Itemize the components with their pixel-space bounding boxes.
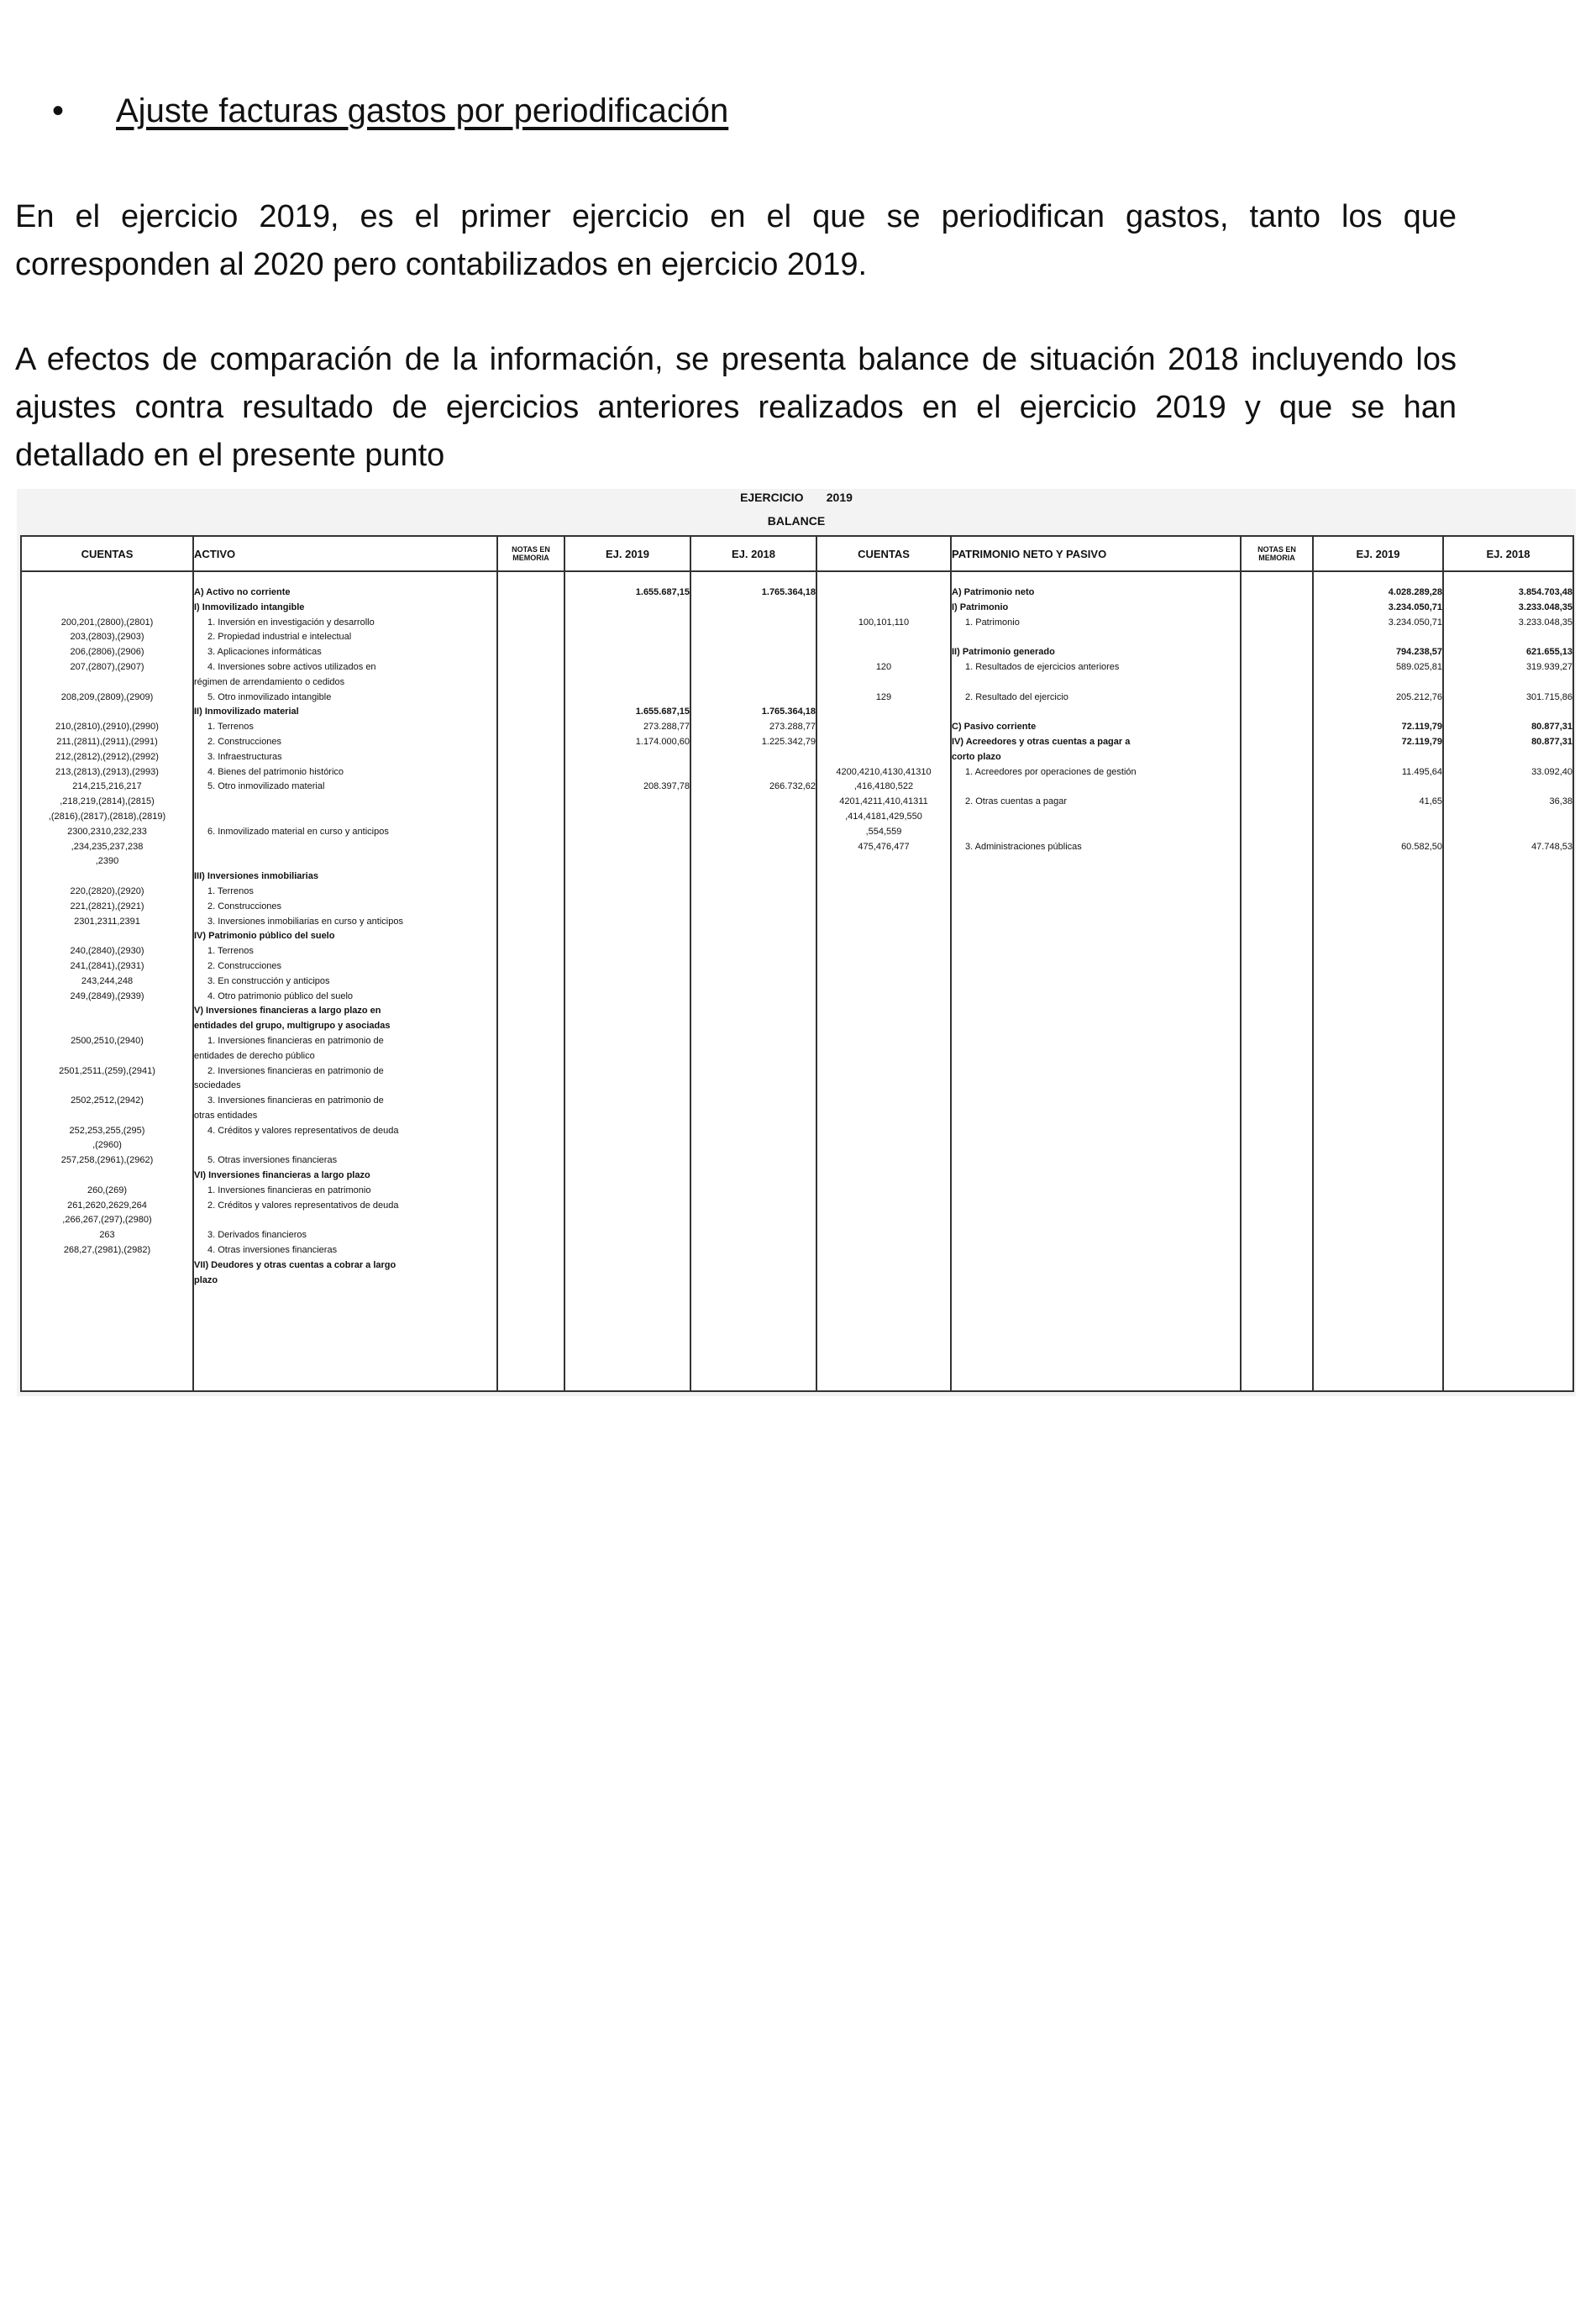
ej2018-cell bbox=[691, 1094, 816, 1109]
ej2019-cell bbox=[565, 1079, 690, 1094]
patrimonio-cell bbox=[952, 825, 1240, 840]
cuentas-cell: 220,(2820),(2920) bbox=[70, 885, 144, 896]
ej2019-cell bbox=[565, 1228, 690, 1243]
ej2018-column bbox=[690, 571, 816, 1391]
cuentas-cell bbox=[22, 586, 192, 601]
cuentas-cell: 249,(2849),(2939) bbox=[70, 990, 144, 1001]
ej2018-2-cell: 3.233.048,35 bbox=[1518, 602, 1572, 612]
activo-cell: plazo bbox=[194, 1274, 218, 1285]
ej2019-cell bbox=[565, 1274, 690, 1289]
cuentas-cell: 203,(2803),(2903) bbox=[70, 632, 144, 643]
balance-table bbox=[20, 535, 1574, 1392]
ej2019-2-cell bbox=[1314, 675, 1442, 691]
cuentas-cell: ,266,267,(297),(2980) bbox=[62, 1215, 152, 1226]
ej2019-cell bbox=[565, 1258, 690, 1274]
ej2018-cell bbox=[691, 840, 816, 855]
activo-cell: 3. En construcción y anticipos bbox=[207, 975, 330, 986]
ej2019-cell bbox=[565, 616, 690, 631]
ej2018-cell bbox=[691, 630, 816, 645]
ej2018-cell bbox=[691, 1274, 816, 1289]
ej2018-2-cell: 36,38 bbox=[1549, 796, 1572, 807]
ej2018-cell bbox=[691, 1049, 816, 1064]
cuentas-2-cell: 129 bbox=[875, 691, 892, 702]
ej2018-cell bbox=[691, 660, 816, 675]
ej2018-2-cell: 301.715,86 bbox=[1525, 691, 1572, 702]
ej2019-cell bbox=[565, 1019, 690, 1034]
cuentas-cell: 263 bbox=[99, 1230, 115, 1241]
ej2019-cell bbox=[565, 765, 690, 780]
ej2019-cell bbox=[565, 959, 690, 975]
cuentas-2-cell: 120 bbox=[875, 661, 892, 672]
cuentas-2-cell: 100,101,110 bbox=[858, 617, 910, 628]
activo-cell: 1. Inversión en investigación y desarrollo bbox=[207, 617, 375, 628]
ej2018-cell bbox=[691, 1228, 816, 1243]
ej2018-2-column bbox=[1443, 571, 1573, 1391]
cuentas-cell: ,2390 bbox=[95, 856, 119, 867]
cuentas-cell: 206,(2806),(2906) bbox=[70, 647, 144, 658]
ej2019-2-cell bbox=[1314, 825, 1442, 840]
col-notas-2: NOTAS EN MEMORIA bbox=[1241, 536, 1313, 571]
ej2019-2-cell: 3.234.050,71 bbox=[1388, 617, 1442, 628]
cuentas-2-cell: 4200,4210,4130,41310 bbox=[836, 766, 932, 777]
ej2018-cell bbox=[691, 885, 816, 900]
activo-cell: 1. Inversiones financieras en patrimonio bbox=[207, 1185, 371, 1195]
ej2018-cell bbox=[691, 975, 816, 990]
ej2019-2-cell: 589.025,81 bbox=[1395, 661, 1442, 672]
ejercicio-year: 2019 bbox=[826, 491, 853, 504]
ej2019-cell bbox=[565, 825, 690, 840]
bullet-icon: • bbox=[52, 92, 65, 129]
col-ej2019: EJ. 2019 bbox=[564, 536, 690, 571]
notas-column bbox=[497, 571, 564, 1391]
activo-cell: 5. Otras inversiones financieras bbox=[207, 1155, 338, 1166]
cuentas-cell bbox=[22, 1004, 192, 1019]
ej2019-cell bbox=[565, 1169, 690, 1184]
col-cuentas-2: CUENTAS bbox=[816, 536, 951, 571]
activo-cell bbox=[194, 1213, 496, 1228]
ej2018-cell bbox=[691, 1199, 816, 1214]
cuentas-2-cell: ,414,4181,429,550 bbox=[845, 811, 922, 822]
ej2019-2-cell: 4.028.289,28 bbox=[1388, 587, 1442, 597]
ej2018-2-cell bbox=[1444, 750, 1572, 765]
section-title: Ajuste facturas gastos por periodificación bbox=[116, 92, 729, 129]
activo-cell: VI) Inversiones financieras a largo plazo bbox=[194, 1170, 370, 1181]
ej2018-2-cell: 80.877,31 bbox=[1531, 736, 1572, 747]
ej2018-2-cell bbox=[1444, 810, 1572, 825]
ej2018-cell bbox=[691, 691, 816, 706]
cuentas-2-cell: ,416,4180,522 bbox=[853, 781, 914, 792]
patrimonio-cell: 1. Resultados de ejercicios anteriores bbox=[965, 661, 1120, 672]
ej2019-cell bbox=[565, 885, 690, 900]
ej2019-cell bbox=[565, 630, 690, 645]
patrimonio-cell: C) Pasivo corriente bbox=[952, 722, 1037, 733]
activo-cell: V) Inversiones financieras a largo plazo en bbox=[194, 1006, 381, 1017]
ej2018-2-cell: 319.939,27 bbox=[1525, 661, 1572, 672]
cuentas-cell: 211,(2811),(2911),(2991) bbox=[56, 736, 158, 747]
cuentas-cell: 260,(269) bbox=[87, 1185, 128, 1195]
cuentas-cell: 214,215,216,217 bbox=[72, 781, 142, 792]
ej2019-2-cell bbox=[1314, 780, 1442, 795]
cuentas-cell bbox=[22, 1274, 192, 1289]
ej2019-cell bbox=[565, 1034, 690, 1049]
paragraph-intro: En el ejercicio 2019, es el primer ejercicio en el que se periodifican gastos, tanto los que corresponden al 2020 pero contabilizados en ejercicio 2019. bbox=[15, 199, 1457, 282]
ej2018-cell bbox=[691, 1243, 816, 1258]
cuentas-cell bbox=[22, 1079, 192, 1094]
ej2018-cell bbox=[691, 915, 816, 930]
activo-cell: régimen de arrendamiento o cedidos bbox=[194, 676, 345, 687]
ej2018-cell bbox=[691, 1169, 816, 1184]
ej2018-cell bbox=[691, 990, 816, 1005]
activo-cell: 4. Otro patrimonio público del suelo bbox=[207, 990, 354, 1001]
cuentas-column bbox=[21, 571, 193, 1391]
ej2018-cell bbox=[691, 616, 816, 631]
patrimonio-column bbox=[951, 571, 1241, 1391]
balance-title: BALANCE bbox=[767, 514, 826, 528]
cuentas-cell: 261,2620,2629,264 bbox=[67, 1200, 147, 1211]
cuentas-cell: 243,244,248 bbox=[81, 975, 134, 986]
ej2019-cell bbox=[565, 1153, 690, 1169]
patrimonio-cell: A) Patrimonio neto bbox=[952, 587, 1035, 597]
ej2019-2-cell: 794.238,57 bbox=[1395, 647, 1442, 658]
ej2019-cell: 1.655.687,15 bbox=[635, 587, 690, 597]
ej2018-2-cell bbox=[1444, 675, 1572, 691]
cuentas-cell bbox=[22, 1169, 192, 1184]
cuentas-cell: 210,(2810),(2910),(2990) bbox=[55, 722, 159, 733]
cuentas-cell: 257,258,(2961),(2962) bbox=[60, 1155, 154, 1166]
cuentas-cell: 212,(2812),(2912),(2992) bbox=[55, 751, 159, 762]
activo-cell: III) Inversiones inmobiliarias bbox=[194, 871, 318, 882]
ej2018-cell bbox=[691, 795, 816, 810]
ej2018-cell bbox=[691, 1184, 816, 1199]
ej2018-cell bbox=[691, 1064, 816, 1080]
ej2019-2-cell: 41,65 bbox=[1419, 796, 1442, 807]
ej2019-cell bbox=[565, 601, 690, 616]
ej2018-cell bbox=[691, 601, 816, 616]
ej2019-2-cell: 3.234.050,71 bbox=[1388, 602, 1442, 612]
ej2019-cell bbox=[565, 645, 690, 660]
ej2019-cell bbox=[565, 810, 690, 825]
activo-cell: 5. Otro inmovilizado intangible bbox=[207, 691, 332, 702]
activo-cell: 1. Terrenos bbox=[207, 722, 254, 733]
ej2018-2-cell: 47.748,53 bbox=[1531, 841, 1572, 852]
cuentas-cell: 208,209,(2809),(2909) bbox=[60, 691, 154, 702]
cuentas-cell bbox=[22, 601, 192, 616]
cuentas-2-cell bbox=[817, 705, 950, 720]
ej2019-cell bbox=[565, 854, 690, 869]
cuentas-cell: ,234,235,237,238 bbox=[71, 841, 144, 852]
patrimonio-cell: 2. Otras cuentas a pagar bbox=[965, 796, 1068, 807]
ej2018-2-cell bbox=[1444, 780, 1572, 795]
ej2019-cell bbox=[565, 944, 690, 959]
cuentas-cell bbox=[22, 705, 192, 720]
activo-column bbox=[193, 571, 497, 1391]
cuentas-2-cell bbox=[817, 720, 950, 735]
ej2018-cell bbox=[691, 1138, 816, 1153]
ej2018-2-cell bbox=[1444, 630, 1572, 645]
patrimonio-cell: 2. Resultado del ejercicio bbox=[965, 691, 1068, 702]
ej2018-cell bbox=[691, 1213, 816, 1228]
activo-cell: 2. Construcciones bbox=[207, 736, 282, 747]
ej2019-cell bbox=[565, 795, 690, 810]
activo-cell: 3. Inversiones financieras en patrimonio de bbox=[207, 1095, 384, 1106]
ej2019-2-cell bbox=[1314, 705, 1442, 720]
ej2019-cell bbox=[565, 1213, 690, 1228]
ej2018-cell: 1.765.364,18 bbox=[761, 587, 816, 597]
activo-cell: sociedades bbox=[194, 1080, 241, 1091]
activo-cell: entidades de derecho público bbox=[194, 1050, 315, 1061]
ej2018-2-cell: 80.877,31 bbox=[1531, 722, 1572, 733]
ej2019-cell: 1.174.000,60 bbox=[635, 736, 690, 747]
cuentas-cell: 2502,2512,(2942) bbox=[71, 1095, 144, 1106]
cuentas-2-cell bbox=[817, 601, 950, 616]
patrimonio-cell bbox=[952, 630, 1240, 645]
ej2018-cell bbox=[691, 750, 816, 765]
balance-sheet bbox=[17, 489, 1576, 1396]
activo-cell bbox=[194, 854, 496, 869]
activo-cell: 4. Otras inversiones financieras bbox=[207, 1245, 338, 1256]
ej2019-cell bbox=[565, 840, 690, 855]
ej2018-cell: 1.765.364,18 bbox=[761, 707, 816, 717]
cuentas-cell: ,(2816),(2817),(2818),(2819) bbox=[48, 811, 166, 822]
activo-cell: 4. Bienes del patrimonio histórico bbox=[207, 766, 344, 777]
cuentas-cell bbox=[22, 675, 192, 691]
ej2019-cell bbox=[565, 929, 690, 944]
patrimonio-cell: 3. Administraciones públicas bbox=[965, 841, 1082, 852]
ej2019-2-cell: 72.119,79 bbox=[1401, 722, 1442, 733]
patrimonio-cell: II) Patrimonio generado bbox=[952, 647, 1055, 658]
ej2018-cell bbox=[691, 1034, 816, 1049]
activo-cell: 4. Inversiones sobre activos utilizados en bbox=[207, 661, 376, 672]
cuentas-cell: 2500,2510,(2940) bbox=[71, 1035, 144, 1046]
ej2018-cell bbox=[691, 1019, 816, 1034]
ej2018-cell bbox=[691, 1109, 816, 1124]
ej2018-cell: 1.225.342,79 bbox=[761, 736, 816, 747]
ej2019-2-cell bbox=[1314, 810, 1442, 825]
col-cuentas: CUENTAS bbox=[21, 536, 193, 571]
activo-cell: 5. Otro inmovilizado material bbox=[207, 781, 325, 792]
cuentas-2-cell bbox=[817, 645, 950, 660]
cuentas-2-cell bbox=[817, 586, 950, 601]
cuentas-cell: ,218,219,(2814),(2815) bbox=[60, 796, 155, 807]
activo-cell bbox=[194, 1138, 496, 1153]
ej2018-2-cell bbox=[1444, 825, 1572, 840]
ej2019-cell bbox=[565, 990, 690, 1005]
patrimonio-cell bbox=[952, 675, 1240, 691]
activo-cell: 2. Inversiones financieras en patrimonio de bbox=[207, 1065, 384, 1076]
ej2019-2-cell: 60.582,50 bbox=[1401, 841, 1442, 852]
cuentas-cell: 221,(2821),(2921) bbox=[70, 901, 144, 911]
cuentas-cell bbox=[22, 1049, 192, 1064]
cuentas-2-cell: 475,476,477 bbox=[858, 841, 910, 852]
col-ej2019-2: EJ. 2019 bbox=[1313, 536, 1443, 571]
cuentas-cell: 268,27,(2981),(2982) bbox=[63, 1245, 151, 1256]
ej2018-cell bbox=[691, 1124, 816, 1139]
cuentas-cell: 207,(2807),(2907) bbox=[70, 661, 144, 672]
cuentas-cell: 241,(2841),(2931) bbox=[70, 960, 144, 971]
ej2019-cell bbox=[565, 1049, 690, 1064]
ej2019-2-cell bbox=[1314, 750, 1442, 765]
ejercicio-label: EJERCICIO bbox=[740, 491, 804, 504]
cuentas-2-cell: ,554,559 bbox=[865, 826, 902, 837]
cuentas-2-column bbox=[816, 571, 951, 1391]
ej2019-cell bbox=[565, 1064, 690, 1080]
cuentas-cell bbox=[22, 1019, 192, 1034]
ej2019-2-cell bbox=[1314, 630, 1442, 645]
ej2019-cell: 208.397,78 bbox=[643, 781, 690, 792]
ej2019-cell bbox=[565, 1094, 690, 1109]
ej2019-cell bbox=[565, 1124, 690, 1139]
col-ej2018: EJ. 2018 bbox=[690, 536, 816, 571]
ej2018-cell bbox=[691, 854, 816, 869]
activo-cell: 3. Derivados financieros bbox=[207, 1230, 307, 1241]
col-ej2018-2: EJ. 2018 bbox=[1443, 536, 1573, 571]
ej2019-2-cell: 72.119,79 bbox=[1401, 736, 1442, 747]
ej2018-2-cell bbox=[1444, 705, 1572, 720]
paragraph-comparison: A efectos de comparación de la información, se presenta balance de situación 2018 incluyendo los ajustes contra resultado de ejercicios anteriores realizados en el ejercicio 2019 y que se han detallado en el presente punto bbox=[15, 342, 1457, 473]
ej2019-cell bbox=[565, 660, 690, 675]
activo-cell: 1. Inversiones financieras en patrimonio de bbox=[207, 1035, 384, 1046]
cuentas-cell: 213,(2813),(2913),(2993) bbox=[55, 766, 159, 777]
table-header-row bbox=[21, 536, 1573, 571]
ej2019-cell bbox=[565, 1243, 690, 1258]
ej2019-cell bbox=[565, 1199, 690, 1214]
patrimonio-cell: 1. Patrimonio bbox=[965, 617, 1020, 628]
activo-cell: VII) Deudores y otras cuentas a cobrar a largo bbox=[194, 1259, 396, 1270]
activo-cell: 2. Propiedad industrial e intelectual bbox=[207, 632, 352, 643]
ej2018-cell bbox=[691, 825, 816, 840]
cuentas-cell: 240,(2840),(2930) bbox=[70, 946, 144, 957]
activo-cell: 2. Construcciones bbox=[207, 901, 282, 911]
ej2018-cell bbox=[691, 944, 816, 959]
activo-cell: I) Inmovilizado intangible bbox=[194, 602, 305, 612]
table-body-row bbox=[21, 571, 1573, 1391]
ej2019-cell: 1.655.687,15 bbox=[635, 707, 690, 717]
ej2018-cell: 266.732,62 bbox=[769, 781, 816, 792]
cuentas-2-cell bbox=[817, 750, 950, 765]
ej2018-2-cell: 33.092,40 bbox=[1531, 766, 1572, 777]
activo-cell bbox=[194, 810, 496, 825]
activo-cell bbox=[194, 840, 496, 855]
ej2019-2-cell: 205.212,76 bbox=[1395, 691, 1442, 702]
cuentas-2-cell bbox=[817, 630, 950, 645]
patrimonio-cell: 1. Acreedores por operaciones de gestión bbox=[965, 766, 1137, 777]
cuentas-2-cell: 4201,4211,410,41311 bbox=[839, 796, 928, 807]
ej2018-2-cell: 3.854.703,48 bbox=[1518, 587, 1572, 597]
cuentas-2-cell bbox=[817, 675, 950, 691]
cuentas-cell: 2501,2511,(259),(2941) bbox=[59, 1065, 155, 1076]
cuentas-2-cell bbox=[817, 735, 950, 750]
ej2019-2-column bbox=[1313, 571, 1443, 1391]
patrimonio-cell: I) Patrimonio bbox=[952, 602, 1009, 612]
ej2018-cell bbox=[691, 675, 816, 691]
cuentas-cell bbox=[22, 929, 192, 944]
ej2019-cell bbox=[565, 869, 690, 885]
activo-cell: entidades del grupo, multigrupo y asociadas bbox=[194, 1021, 391, 1032]
cuentas-cell: 252,253,255,(295) bbox=[69, 1125, 145, 1136]
activo-cell: 1. Terrenos bbox=[207, 885, 254, 896]
ej2019-cell: 273.288,77 bbox=[643, 722, 690, 733]
ej2019-cell bbox=[565, 675, 690, 691]
ej2019-cell bbox=[565, 975, 690, 990]
ej2018-cell bbox=[691, 869, 816, 885]
activo-cell: IV) Patrimonio público del suelo bbox=[194, 931, 335, 942]
cuentas-cell: 2301,2311,2391 bbox=[74, 916, 140, 927]
ejercicio-header bbox=[17, 491, 1576, 504]
activo-cell: A) Activo no corriente bbox=[194, 587, 291, 597]
ej2018-cell bbox=[691, 900, 816, 915]
ej2019-2-cell: 11.495,64 bbox=[1401, 766, 1442, 777]
activo-cell: II) Inmovilizado material bbox=[194, 707, 299, 717]
activo-cell: 1. Terrenos bbox=[207, 946, 254, 957]
patrimonio-cell: IV) Acreedores y otras cuentas a pagar a bbox=[952, 736, 1131, 747]
cuentas-cell bbox=[22, 869, 192, 885]
cuentas-cell bbox=[22, 1109, 192, 1124]
ej2018-cell bbox=[691, 959, 816, 975]
ej2019-cell bbox=[565, 1138, 690, 1153]
activo-cell: 2. Construcciones bbox=[207, 960, 282, 971]
ej2019-column bbox=[564, 571, 690, 1391]
activo-cell: 3. Inversiones inmobiliarias en curso y anticipos bbox=[207, 916, 403, 927]
cuentas-cell: 2300,2310,232,233 bbox=[67, 826, 147, 837]
patrimonio-cell bbox=[952, 705, 1240, 720]
activo-cell: otras entidades bbox=[194, 1110, 258, 1121]
cuentas-cell bbox=[22, 1258, 192, 1274]
ej2018-cell: 273.288,77 bbox=[769, 722, 816, 733]
ej2018-cell bbox=[691, 1079, 816, 1094]
col-notas: NOTAS EN MEMORIA bbox=[497, 536, 564, 571]
ej2018-cell bbox=[691, 1004, 816, 1019]
ej2018-2-cell: 3.233.048,35 bbox=[1518, 617, 1572, 628]
patrimonio-cell bbox=[952, 780, 1240, 795]
activo-cell: 3. Aplicaciones informáticas bbox=[207, 647, 322, 658]
ej2019-cell bbox=[565, 691, 690, 706]
ej2018-cell bbox=[691, 810, 816, 825]
ej2018-cell bbox=[691, 929, 816, 944]
col-patrimonio: PATRIMONIO NETO Y PASIVO bbox=[951, 536, 1241, 571]
col-activo: ACTIVO bbox=[193, 536, 497, 571]
ej2019-cell bbox=[565, 915, 690, 930]
ej2018-cell bbox=[691, 765, 816, 780]
ej2018-2-cell: 621.655,13 bbox=[1525, 647, 1572, 658]
activo-cell: 6. Inmovilizado material en curso y anticipos bbox=[207, 826, 389, 837]
cuentas-cell: 200,201,(2800),(2801) bbox=[60, 617, 154, 628]
ej2019-cell bbox=[565, 1004, 690, 1019]
activo-cell: 2. Créditos y valores representativos de deuda bbox=[207, 1200, 399, 1211]
ej2019-cell bbox=[565, 1109, 690, 1124]
ej2019-cell bbox=[565, 750, 690, 765]
patrimonio-cell: corto plazo bbox=[952, 751, 1001, 762]
activo-cell: 4. Créditos y valores representativos de deuda bbox=[207, 1125, 399, 1136]
ej2018-cell bbox=[691, 1153, 816, 1169]
cuentas-cell: ,(2960) bbox=[92, 1140, 122, 1151]
activo-cell bbox=[194, 795, 496, 810]
ej2019-cell bbox=[565, 900, 690, 915]
ej2018-cell bbox=[691, 1258, 816, 1274]
patrimonio-cell bbox=[952, 810, 1240, 825]
ej2019-cell bbox=[565, 1184, 690, 1199]
notas-2-column bbox=[1241, 571, 1313, 1391]
activo-cell: 3. Infraestructuras bbox=[207, 751, 282, 762]
ej2018-cell bbox=[691, 645, 816, 660]
